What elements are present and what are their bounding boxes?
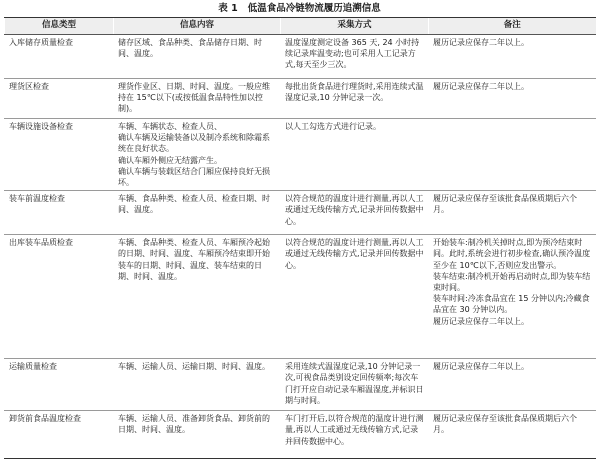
- cell-collection-method: [281, 191, 429, 235]
- cell-info-content-line: 理货作业区、日期、时间、温度。一般应维持在 15℃以下(或按低温食品特性加以控制)。: [118, 82, 270, 114]
- cell-remark-line: 履历记录应保存二年以上。: [433, 316, 529, 326]
- table-row: [5, 191, 596, 235]
- cell-remark: [429, 119, 596, 191]
- table-row: [5, 359, 596, 411]
- cell-info-content: [114, 79, 281, 119]
- cell-collection-method-line: 车门打开后,以符合规范的温度计进行测量,再以人工或通过无线传输方式,记录并回传数据中心。: [285, 414, 424, 446]
- cell-collection-method: [281, 119, 429, 191]
- cell-collection-method-line: 温度湿度测定设备 365 天, 24 小时持续记录库温变动;也可采用人工记录方式,每天至少三次。: [285, 38, 420, 70]
- cell-collection-method: [281, 35, 429, 79]
- cell-info-content-line: 车辆、食品种类、检查人员、检查日期、时间、温度。: [118, 194, 270, 215]
- cell-info-content: [114, 359, 281, 411]
- table-row: [5, 79, 596, 119]
- cell-remark-line: 履历记录应保存二年以上。: [433, 82, 529, 91]
- cell-info-content: [114, 35, 281, 79]
- table-body: [5, 35, 596, 459]
- cell-info-content: [114, 235, 281, 359]
- cell-remark: [429, 235, 596, 359]
- cell-collection-method-line: 以人工勾选方式进行记录。: [285, 122, 381, 131]
- cell-info-content: [114, 191, 281, 235]
- cell-remark-line: 履历记录应保存至该批食品保质期后六个月。: [433, 414, 577, 435]
- cell-remark: [429, 191, 596, 235]
- cell-info-content-line: 确认车辆与装载区结合门厢应保持良好无损坏。: [118, 166, 270, 188]
- cell-remark-line: 装车结束:制冷机开始再启动时点,即为装车结束时间。: [433, 271, 591, 293]
- cell-info-content: [114, 411, 281, 459]
- cell-remark-line: 履历记录应保存二年以上。: [433, 362, 529, 372]
- table-header-row: [5, 18, 596, 35]
- cell-info-type: 运输质量检查: [5, 359, 114, 411]
- cell-info-content-line: 车辆、运输人员、准备卸货食品、卸货前的日期、时间、温度。: [118, 414, 270, 435]
- cell-info-type: 出库装车品质检查: [5, 235, 114, 359]
- table-row: [5, 411, 596, 459]
- cell-remark: [429, 411, 596, 459]
- cell-collection-method-line: 采用连续式温湿度记录,10 分钟记录一次,可视食品类别设定回传频率;每次车门打开应自动记录车厢温湿度,并标识日期与时间。: [285, 362, 424, 405]
- cell-collection-method: [281, 235, 429, 359]
- cell-collection-method: [281, 359, 429, 411]
- cell-info-type: 装车前温度检查: [5, 191, 114, 235]
- table-row: [5, 235, 596, 359]
- table-row: [5, 119, 596, 191]
- cell-remark-line: 开始装车:制冷机关掉时点,即为预冷结束时间。此时,系统会进行初步检查,确认预冷温度至少在 10℃以下,否则应发出警示。: [433, 238, 591, 270]
- cell-collection-method: [281, 411, 429, 459]
- table-caption: [0, 2, 599, 15]
- cell-info-content-line: 车辆、食品种类、检查人员、车厢预冷起始的日期、时间、温度、车厢预冷结束即开始装车的日期、时间、温度、装车结束的日期、时间、温度。: [118, 238, 270, 281]
- cell-info-type: 理货区检查: [5, 79, 114, 119]
- cell-info-content-line: 确认车辆及运输装备以及制冷系统和除霜系统在良好状态。: [118, 133, 270, 154]
- column-header-content: 信息内容: [114, 18, 281, 35]
- cell-collection-method-line: 以符合规范的温度计进行测量,再以人工或通过无线传输方式,记录并回传数据中心。: [285, 194, 424, 226]
- table-title: 低温食品冷链物流履历追溯信息: [247, 3, 381, 14]
- cell-remark-line: 装车时间:冷冻食品宜在 15 分钟以内;冷藏食品宜在 30 分钟以内。: [433, 294, 590, 315]
- table-row: [5, 35, 596, 79]
- cell-collection-method-line: 每批出货食品进行理货时,采用连续式温湿度记录,10 分钟记录一次。: [285, 82, 424, 103]
- column-header-type: 信息类型: [5, 18, 114, 35]
- cell-info-content: [114, 119, 281, 191]
- cell-info-type: 卸货前食品温度检查: [5, 411, 114, 459]
- cell-info-type: 入库储存质量检查: [5, 35, 114, 79]
- column-header-method: 采集方式: [281, 18, 429, 35]
- cell-info-content-line: 车辆、车辆状态、检查人员、: [118, 122, 222, 131]
- cell-remark: [429, 79, 596, 119]
- cell-remark: [429, 359, 596, 411]
- cell-remark-line: 履历记录应保存至该批食品保质期后六个月。: [433, 194, 577, 215]
- cell-info-content-line: 车辆、运输人员、运输日期、时间、温度。: [118, 362, 270, 372]
- cell-collection-method-line: 以符合规范的温度计进行测量,再以人工或通过无线传输方式,记录并回传数据中心。: [285, 238, 424, 270]
- column-header-note: 备注: [429, 18, 596, 35]
- cell-collection-method: [281, 79, 429, 119]
- cell-info-content-line: 确认车厢外侧应无结露产生。: [118, 155, 222, 165]
- cell-info-type: 车辆设施设备检查: [5, 119, 114, 191]
- table-number: 表 1: [218, 3, 238, 14]
- traceability-table: [4, 17, 596, 459]
- cell-remark-line: 履历记录应保存二年以上。: [433, 38, 529, 47]
- cell-remark: [429, 35, 596, 79]
- cell-info-content-line: 储存区域、食品种类、食品储存日期、时间、温度。: [118, 38, 262, 59]
